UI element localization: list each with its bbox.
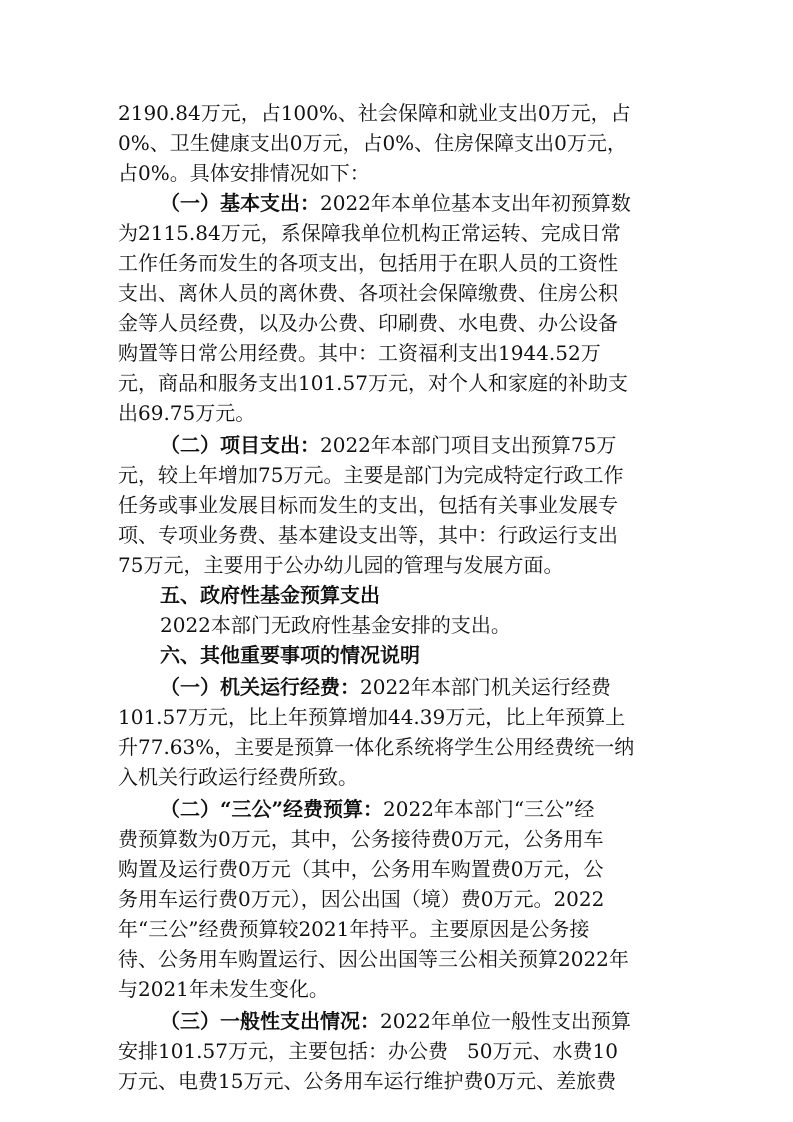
body-line: 入机关行政运行经费所致。 <box>118 765 358 789</box>
section-general-expenditure <box>160 1006 680 1036</box>
body-line: 项、专项业务费、基本建设支出等，其中：行政运行支出 <box>118 523 618 547</box>
heading-other-matters: 六、其他重要事项的情况说明 <box>160 643 420 667</box>
section-text: 2022年本单位基本支出年初预算数 <box>320 191 631 215</box>
section-lead: （三）一般性支出情况： <box>160 1009 380 1033</box>
body-line: 出69.75万元。 <box>118 401 256 425</box>
section-project-expenditure <box>160 430 680 460</box>
paragraph-government-fund: 2022本部门无政府性基金安排的支出。 <box>160 613 511 637</box>
body-line: 工作任务而发生的各项支出，包括用于在职人员的工资性 <box>118 251 618 275</box>
body-line: 2190.84万元，占100%、社会保障和就业支出0万元，占 <box>118 101 631 125</box>
body-line: 安排101.57万元，主要包括：办公费 50万元、水费10 <box>118 1039 618 1063</box>
body-line: 务用车运行费0万元），因公出国（境）费0万元。2022 <box>118 887 605 911</box>
section-text: 2022年本部门“三公”经 <box>383 797 595 821</box>
section-lead: （一）机关运行经费： <box>160 675 360 699</box>
body-line: 待、公务用车购置运行、因公出国等三公相关预算2022年 <box>118 947 629 971</box>
body-line: 0%、卫生健康支出0万元，占0%、住房保障支出0万元， <box>118 131 627 155</box>
body-line: 元，商品和服务支出101.57万元，对个人和家庭的补助支 <box>118 371 628 395</box>
section-text: 2022年单位一般性支出预算 <box>380 1009 631 1033</box>
section-three-public <box>160 794 680 824</box>
section-operating-funds <box>160 672 680 702</box>
section-lead: （一）基本支出： <box>160 191 320 215</box>
body-line: 费预算数为0万元，其中，公务接待费0万元，公务用车 <box>118 827 604 851</box>
body-line: 升77.63%，主要是预算一体化系统将学生公用经费统一纳 <box>118 735 635 759</box>
body-line: 元，较上年增加75万元。主要是部门为完成特定行政工作 <box>118 463 624 487</box>
body-line: 为2115.84万元，系保障我单位机构正常运转、完成日常 <box>118 221 621 245</box>
body-line: 支出、离休人员的离休费、各项社会保障缴费、住房公积 <box>118 281 618 305</box>
body-line: 75万元，主要用于公办幼儿园的管理与发展方面。 <box>118 553 564 577</box>
section-lead: （二）“三公”经费预算： <box>160 797 384 821</box>
body-line: 购置及运行费0万元（其中，公务用车购置费0万元，公 <box>118 857 604 881</box>
section-text: 2022年本部门项目支出预算75万 <box>320 433 617 457</box>
body-line: 占0%。具体安排情况如下： <box>118 161 370 185</box>
section-text: 2022年本部门机关运行经费 <box>360 675 611 699</box>
body-line: 万元、电费15万元、公务用车运行维护费0万元、差旅费 <box>118 1069 617 1093</box>
body-line: 购置等日常公用经费。其中：工资福利支出1944.52万 <box>118 341 601 365</box>
section-lead: （二）项目支出： <box>160 433 320 457</box>
heading-government-fund: 五、政府性基金预算支出 <box>160 583 380 607</box>
section-basic-expenditure <box>160 188 680 218</box>
body-line: 与2021年未发生变化。 <box>118 977 329 1001</box>
body-line: 101.57万元，比上年预算增加44.39万元，比上年预算上 <box>118 705 626 729</box>
body-line: 年“三公”经费预算较2021年持平。主要原因是公务接 <box>118 917 590 941</box>
body-line: 任务或事业发展目标而发生的支出，包括有关事业发展专 <box>118 493 618 517</box>
body-line: 金等人员经费，以及办公费、印刷费、水电费、办公设备 <box>118 311 618 335</box>
